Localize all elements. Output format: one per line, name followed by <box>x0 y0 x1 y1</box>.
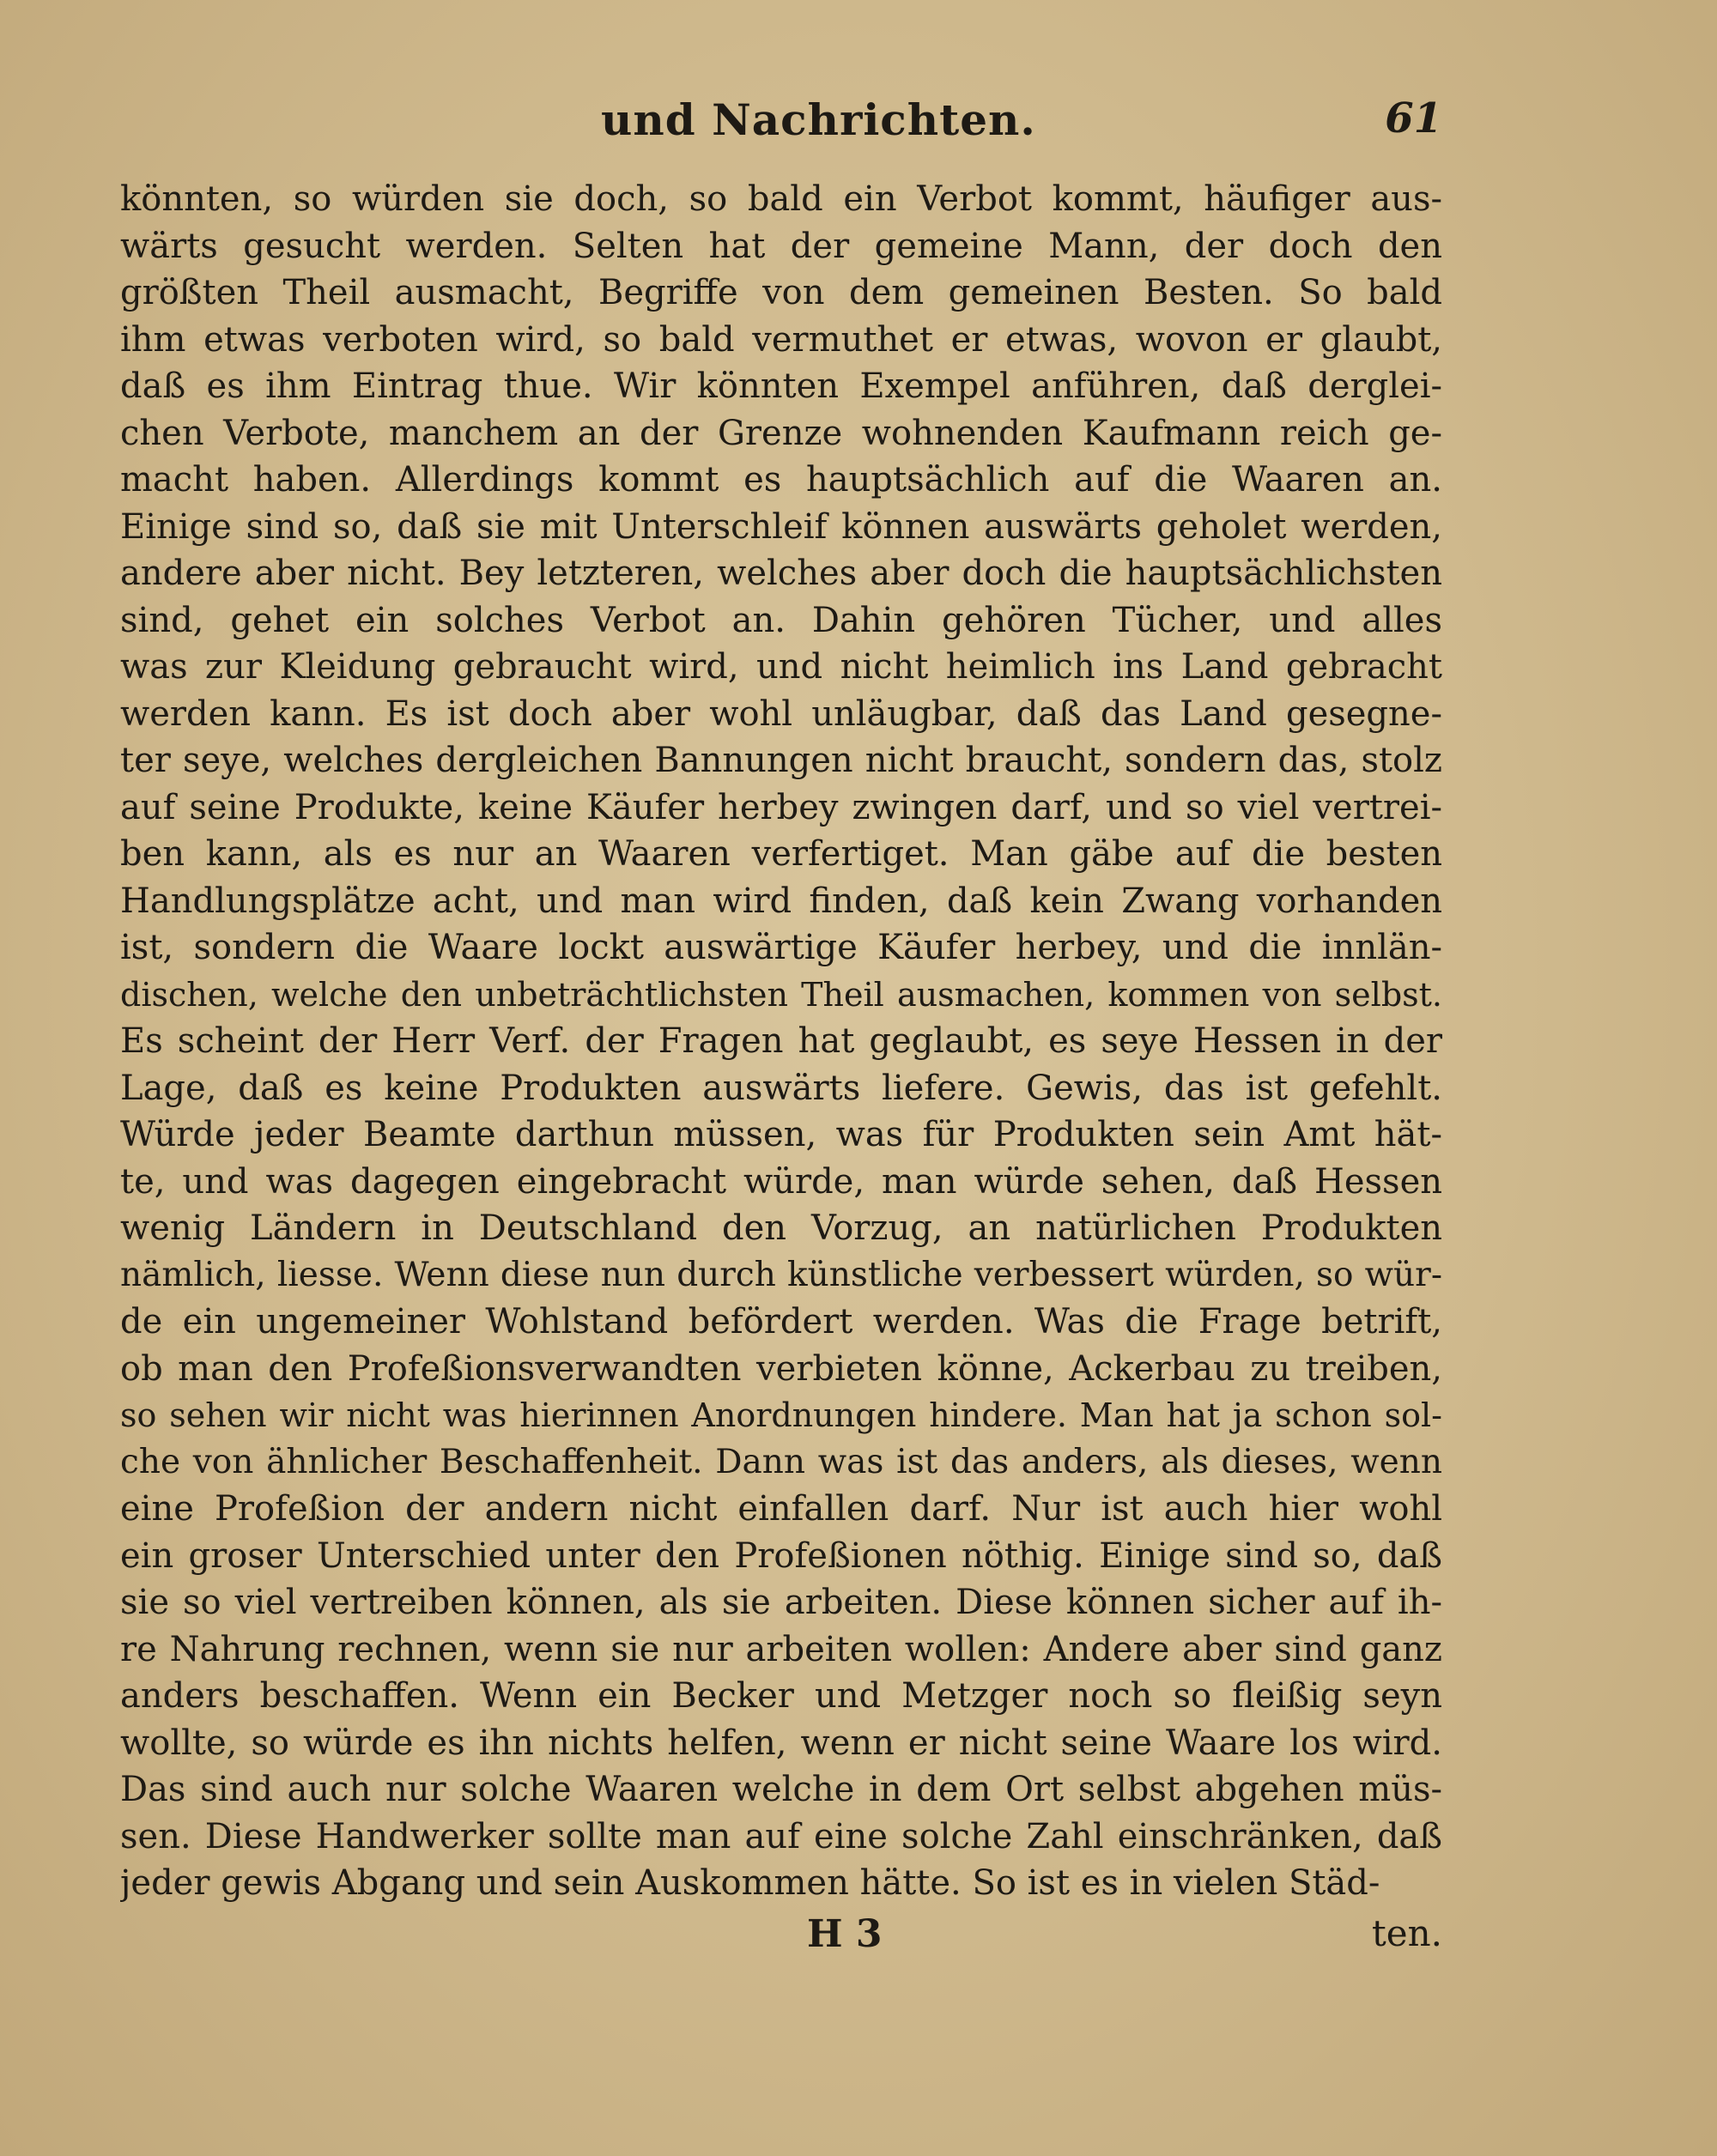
text-line: könnten, so würden sie doch, so bald ein Verbot kommt, häufiger aus- <box>120 179 1442 219</box>
text-line: auf seine Produkte, keine Käufer herbey zwingen darf, und so viel vertrei- <box>120 787 1442 827</box>
text-line: wollte, so würde es ihn nichts helfen, wenn er nicht seine Waare los wird. <box>120 1723 1442 1763</box>
text-line: de ein ungemeiner Wohlstand befördert werden. Was die Frage betrift, <box>120 1302 1442 1341</box>
text-line: Lage, daß es keine Produkten auswärts liefere. Gewis, das ist gefehlt. <box>120 1068 1442 1108</box>
text-line: Einige sind so, daß sie mit Unterschleif können auswärts geholet werden, <box>120 506 1442 547</box>
text-line: ob man den Profeßionsverwandten verbieten könne, Ackerbau zu treiben, <box>120 1348 1442 1389</box>
catchword: ten. <box>1371 1912 1442 1954</box>
text-line: nämlich, liesse. Wenn diese nun durch künstliche verbessert würden, so wür- <box>120 1255 1442 1294</box>
text-line: ein groser Unterschied unter den Profeßionen nöthig. Einige sind so, daß <box>120 1535 1442 1576</box>
text-line: Es scheint der Herr Verf. der Fragen hat geglaubt, es seye Hessen in der <box>120 1021 1442 1061</box>
text-line: te, und was dagegen eingebracht würde, man würde sehen, daß Hessen <box>120 1161 1442 1202</box>
text-line: ben kann, als es nur an Waaren verfertiget. Man gäbe auf die besten <box>120 834 1442 874</box>
text-line: ter seye, welches dergleichen Bannungen nicht braucht, sondern das, stolz <box>120 741 1442 780</box>
text-line: andere aber nicht. Bey letzteren, welches aber doch die hauptsächlichsten <box>120 554 1442 593</box>
page-number: 61 <box>1385 94 1442 142</box>
text-line: sie so viel vertreiben können, als sie arbeiten. Diese können sicher auf ih- <box>120 1583 1442 1622</box>
text-line: größten Theil ausmacht, Begriffe von dem gemeinen Besten. So bald <box>120 273 1442 312</box>
text-line: Würde jeder Beamte darthun müssen, was für Produkten sein Amt hät- <box>120 1115 1442 1154</box>
text-line: jeder gewis Abgang und sein Auskommen hätte. So ist es in vielen Städ- <box>120 1863 1380 1903</box>
text-line: daß es ihm Eintrag thue. Wir könnten Exempel anführen, daß derglei- <box>120 366 1442 406</box>
signature-mark: H 3 <box>807 1912 883 1956</box>
text-line: wenig Ländern in Deutschland den Vorzug, an natürlichen Produkten <box>120 1208 1442 1248</box>
text-line: wärts gesucht werden. Selten hat der gemeine Mann, der doch den <box>120 226 1442 266</box>
running-title: und Nachrichten. <box>601 94 1036 145</box>
text-line: Das sind auch nur solche Waaren welche in dem Ort selbst abgehen müs- <box>120 1770 1442 1809</box>
text-line: werden kann. Es ist doch aber wohl unläugbar, daß das Land gesegne- <box>120 693 1442 734</box>
text-line: anders beschaffen. Wenn ein Becker und Metzger noch so fleißig seyn <box>120 1676 1442 1716</box>
text-line: re Nahrung rechnen, wenn sie nur arbeiten wollen: Andere aber sind ganz <box>120 1629 1442 1669</box>
text-line: so sehen wir nicht was hierinnen Anordnungen hindere. Man hat ja schon sol- <box>120 1396 1442 1434</box>
text-line: che von ähnlicher Beschaffenheit. Dann was ist das anders, als dieses, wenn <box>120 1442 1442 1481</box>
text-line: sind, gehet ein solches Verbot an. Dahin gehören Tücher, und alles <box>120 600 1442 640</box>
text-line: was zur Kleidung gebraucht wird, und nicht heimlich ins Land gebracht <box>120 647 1442 687</box>
text-line: macht haben. Allerdings kommt es hauptsächlich auf die Waaren an. <box>120 460 1442 500</box>
text-line: ist, sondern die Waare lockt auswärtige Käufer herbey, und die innlän- <box>120 928 1442 967</box>
body-text <box>120 176 1442 1907</box>
text-line: ihm etwas verboten wird, so bald vermuthet er etwas, wovon er glaubt, <box>120 319 1442 360</box>
page-header <box>120 94 1442 163</box>
text-line: sen. Diese Handwerker sollte man auf eine solche Zahl einschränken, daß <box>120 1816 1442 1856</box>
page-footer <box>120 1912 1442 1964</box>
text-line: dischen, welche den unbeträchtlichsten Theil ausmachen, kommen von selbst. <box>120 975 1442 1014</box>
text-line: eine Profeßion der andern nicht einfallen darf. Nur ist auch hier wohl <box>120 1489 1442 1529</box>
text-line: chen Verbote, manchem an der Grenze wohnenden Kaufmann reich ge- <box>120 413 1442 453</box>
text-line: Handlungsplätze acht, und man wird finden, daß kein Zwang vorhanden <box>120 881 1442 921</box>
